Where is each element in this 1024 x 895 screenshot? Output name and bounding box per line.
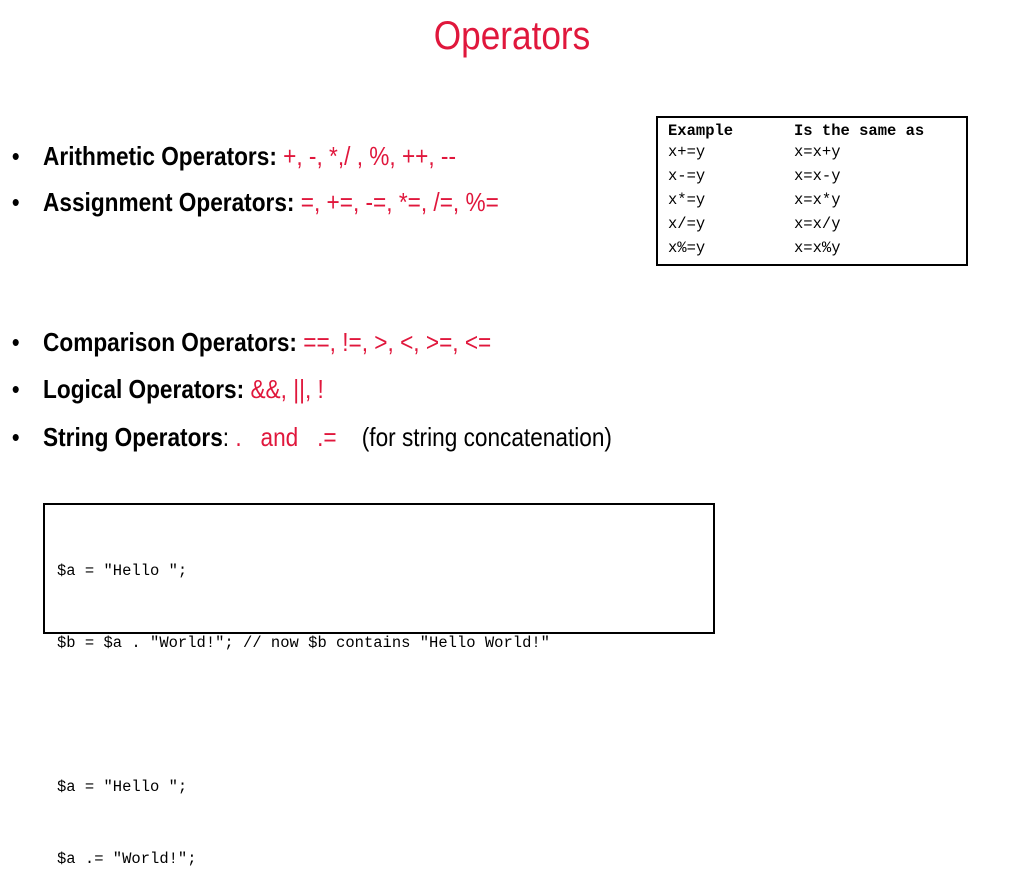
bullet-assignment [10, 187, 499, 217]
slide-title: Operators [433, 14, 591, 58]
table-cell: x=x+y [794, 143, 841, 161]
table-cell: x=x/y [794, 215, 841, 233]
bullet-operators: &&, ||, ! [250, 374, 324, 404]
table-row [668, 140, 924, 164]
bullet-note: (for string concatenation) [361, 422, 612, 452]
bullet-operators: +, -, *,/ , %, ++, -- [283, 141, 456, 171]
example-table [656, 116, 968, 266]
code-line: $a = "Hello "; [57, 562, 188, 580]
bullet-label: Comparison Operators: [43, 327, 297, 357]
bullet-label: Assignment Operators: [43, 187, 295, 217]
table-cell: x=x%y [794, 239, 841, 257]
bullet-label: Arithmetic Operators: [43, 141, 277, 171]
table-header-row [668, 122, 924, 140]
table-cell: x-=y [668, 167, 706, 185]
code-line: $a .= "World!"; [57, 850, 197, 868]
bullet-operators: =, +=, -=, *=, /=, %= [300, 187, 499, 217]
table-cell: x/=y [668, 215, 706, 233]
bullet-logical [10, 374, 324, 404]
code-line: $b = $a . "World!"; // now $b contains "Hello World!" [57, 634, 550, 652]
bullet-string [10, 422, 612, 452]
table-row [668, 164, 924, 188]
bullet-arithmetic [10, 141, 456, 171]
bullet-marker: • [11, 187, 20, 217]
bullet-operators: ==, !=, >, <, >=, <= [303, 327, 492, 357]
table-cell: x*=y [668, 191, 706, 209]
code-line [57, 703, 701, 727]
bullet-comparison [10, 327, 491, 357]
table-row [668, 236, 924, 260]
table-cell: x=x*y [794, 191, 841, 209]
table-header: Example [668, 122, 734, 140]
bullet-marker: • [11, 422, 20, 452]
code-line: $a = "Hello "; [57, 778, 188, 796]
table-header: Is the same as [794, 122, 925, 140]
bullet-marker: • [11, 141, 20, 171]
bullet-colon: : [222, 422, 230, 452]
code-example-box [43, 503, 715, 868]
bullet-label: Logical Operators: [43, 374, 245, 404]
bullet-marker: • [11, 327, 20, 357]
table-row [668, 188, 924, 212]
bullet-marker: • [11, 374, 20, 404]
table-row [668, 212, 924, 236]
bullet-label: String Operators [43, 422, 223, 452]
table-cell: x%=y [668, 239, 706, 257]
bullet-operators: . and .= [229, 422, 337, 452]
table-cell: x+=y [668, 143, 706, 161]
table-cell: x=x-y [794, 167, 841, 185]
